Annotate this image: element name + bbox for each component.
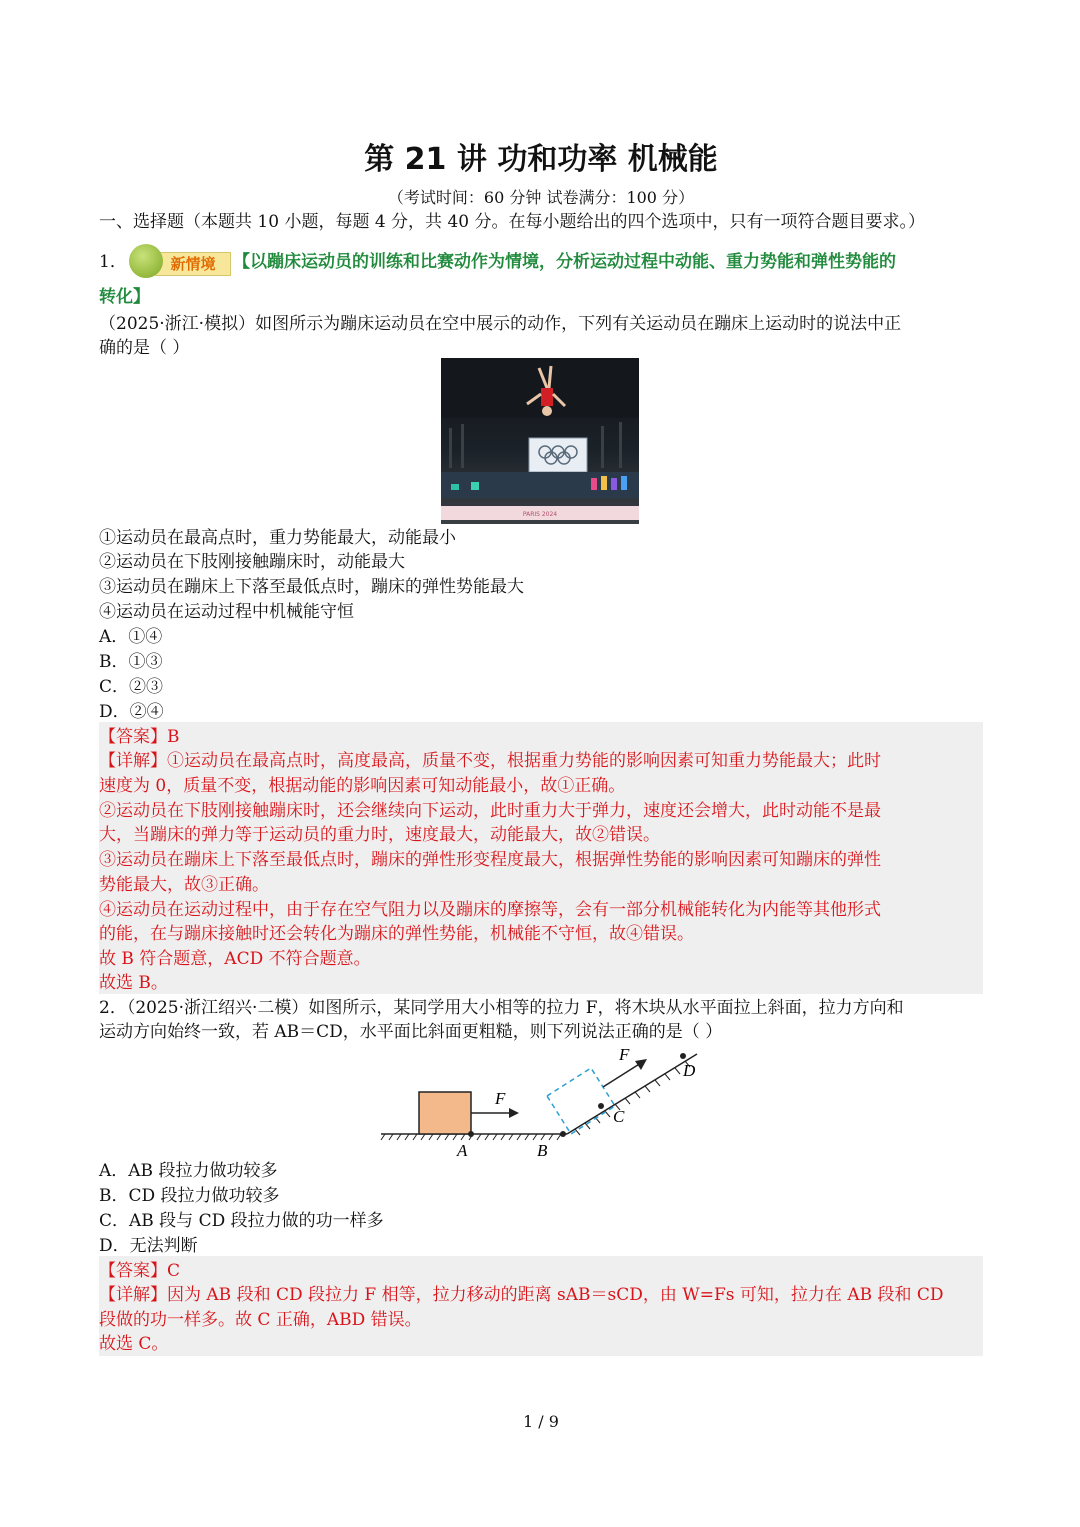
new-context-badge xyxy=(129,244,229,278)
exam-info: （考试时间：60 分钟 试卷满分：100 分） xyxy=(387,188,695,207)
q1-number: 1． xyxy=(99,252,127,272)
label-a: A xyxy=(457,1141,468,1160)
q2-explain-1: 【详解】因为 AB 段和 CD 段拉力 F 相等，拉力移动的距离 sAB＝sCD，由 W=Fs 可知，拉力在 AB 段和 CD xyxy=(99,1285,944,1305)
label-d: D xyxy=(683,1061,696,1080)
q1-topic-line1: 【以蹦床运动员的训练和比赛动作为情境，分析运动过程中动能、重力势能和弹性势能的 xyxy=(233,252,896,272)
page-number: 1 / 9 xyxy=(523,1412,559,1431)
q1-topic-line2: 转化】 xyxy=(99,287,150,307)
q1-stem-line1: （2025·浙江·模拟）如图所示为蹦床运动员在空中展示的动作，下列有关运动员在蹦床上运动时的说法中正 xyxy=(99,314,902,334)
q2-option-a: A．AB 段拉力做功较多 xyxy=(99,1161,278,1181)
photo-watermark: PARIS 2024 xyxy=(522,511,558,518)
q2-option-d: D．无法判断 xyxy=(99,1236,198,1256)
label-f-incline: F xyxy=(619,1045,630,1064)
q1-statement-4: ④运动员在运动过程中机械能守恒 xyxy=(99,602,354,622)
q1-answer: 【答案】B xyxy=(99,727,180,747)
q1-explain-5: ③运动员在蹦床上下落至最低点时，蹦床的弹性形变程度最大，根据弹性势能的影响因素可知蹦床的弹性 xyxy=(99,850,881,870)
section-header: 一、选择题（本题共 10 小题，每题 4 分，共 40 分。在每小题给出的四个选项中，只有一项符合题目要求。） xyxy=(99,212,926,232)
q2-answer: 【答案】C xyxy=(99,1261,181,1281)
label-f-horizontal: F xyxy=(495,1089,506,1108)
q2-option-c: C．AB 段与 CD 段拉力做的功一样多 xyxy=(99,1211,384,1231)
q1-option-c: C．②③ xyxy=(99,677,164,697)
q2-stem-line1: 2．（2025·浙江绍兴·二模）如图所示，某同学用大小相等的拉力 F，将木块从水平面拉上斜面，拉力方向和 xyxy=(99,998,904,1018)
label-b: B xyxy=(537,1141,548,1160)
q1-answer-box xyxy=(99,722,983,994)
q1-explain-6: 势能最大，故③正确。 xyxy=(99,875,269,895)
q1-option-b: B．①③ xyxy=(99,652,163,672)
q1-option-d: D．②④ xyxy=(99,702,164,722)
q2-answer-box xyxy=(99,1256,983,1356)
trampoline-photo xyxy=(441,358,639,524)
badge-icon xyxy=(129,244,163,278)
q2-explain-2: 段做的功一样多。故 C 正确，ABD 错误。 xyxy=(99,1310,422,1330)
q1-explain-2: 速度为 0，质量不变，根据动能的影响因素可知动能最小，故①正确。 xyxy=(99,776,626,796)
q1-stem-line2: 确的是（ ） xyxy=(99,338,190,358)
q1-explain-1: 【详解】①运动员在最高点时，高度最高，质量不变，根据重力势能的影响因素可知重力势能最大；此时 xyxy=(99,751,881,771)
q2-explain-3: 故选 C。 xyxy=(99,1334,169,1354)
wooden-block xyxy=(419,1092,471,1134)
q1-explain-9: 故 B 符合题意，ACD 不符合题意。 xyxy=(99,949,371,969)
page-title: 第 21 讲 功和功率 机械能 xyxy=(364,142,718,177)
q1-explain-3: ②运动员在下肢刚接触蹦床时，还会继续向下运动，此时重力大于弹力，速度还会增大，此时动能不是最 xyxy=(99,801,881,821)
q1-statement-3: ③运动员在蹦床上下落至最低点时，蹦床的弹性势能最大 xyxy=(99,577,524,597)
badge-label: 新情境 xyxy=(155,252,231,276)
q1-explain-7: ④运动员在运动过程中，由于存在空气阻力以及蹦床的摩擦等，会有一部分机械能转化为内能等其他形式 xyxy=(99,900,881,920)
q2-option-b: B．CD 段拉力做功较多 xyxy=(99,1186,280,1206)
label-c: C xyxy=(613,1107,625,1126)
dashed-block xyxy=(547,1068,615,1134)
q1-explain-10: 故选 B。 xyxy=(99,973,168,993)
q1-explain-8: 的能，在与蹦床接触时还会转化为蹦床的弹性势能，机械能不守恒，故④错误。 xyxy=(99,924,694,944)
q1-statement-2: ②运动员在下肢刚接触蹦床时，动能最大 xyxy=(99,552,405,572)
q1-option-a: A．①④ xyxy=(99,627,163,647)
q1-statement-1: ①运动员在最高点时，重力势能最大，动能最小 xyxy=(99,528,456,548)
trampoline-scene xyxy=(441,358,639,524)
q1-explain-4: 大，当蹦床的弹力等于运动员的重力时，速度最大，动能最大，故②错误。 xyxy=(99,825,660,845)
q2-stem-line2: 运动方向始终一致，若 AB＝CD，水平面比斜面更粗糙，则下列说法正确的是（ ） xyxy=(99,1022,723,1042)
incline-diagram xyxy=(379,1042,709,1164)
